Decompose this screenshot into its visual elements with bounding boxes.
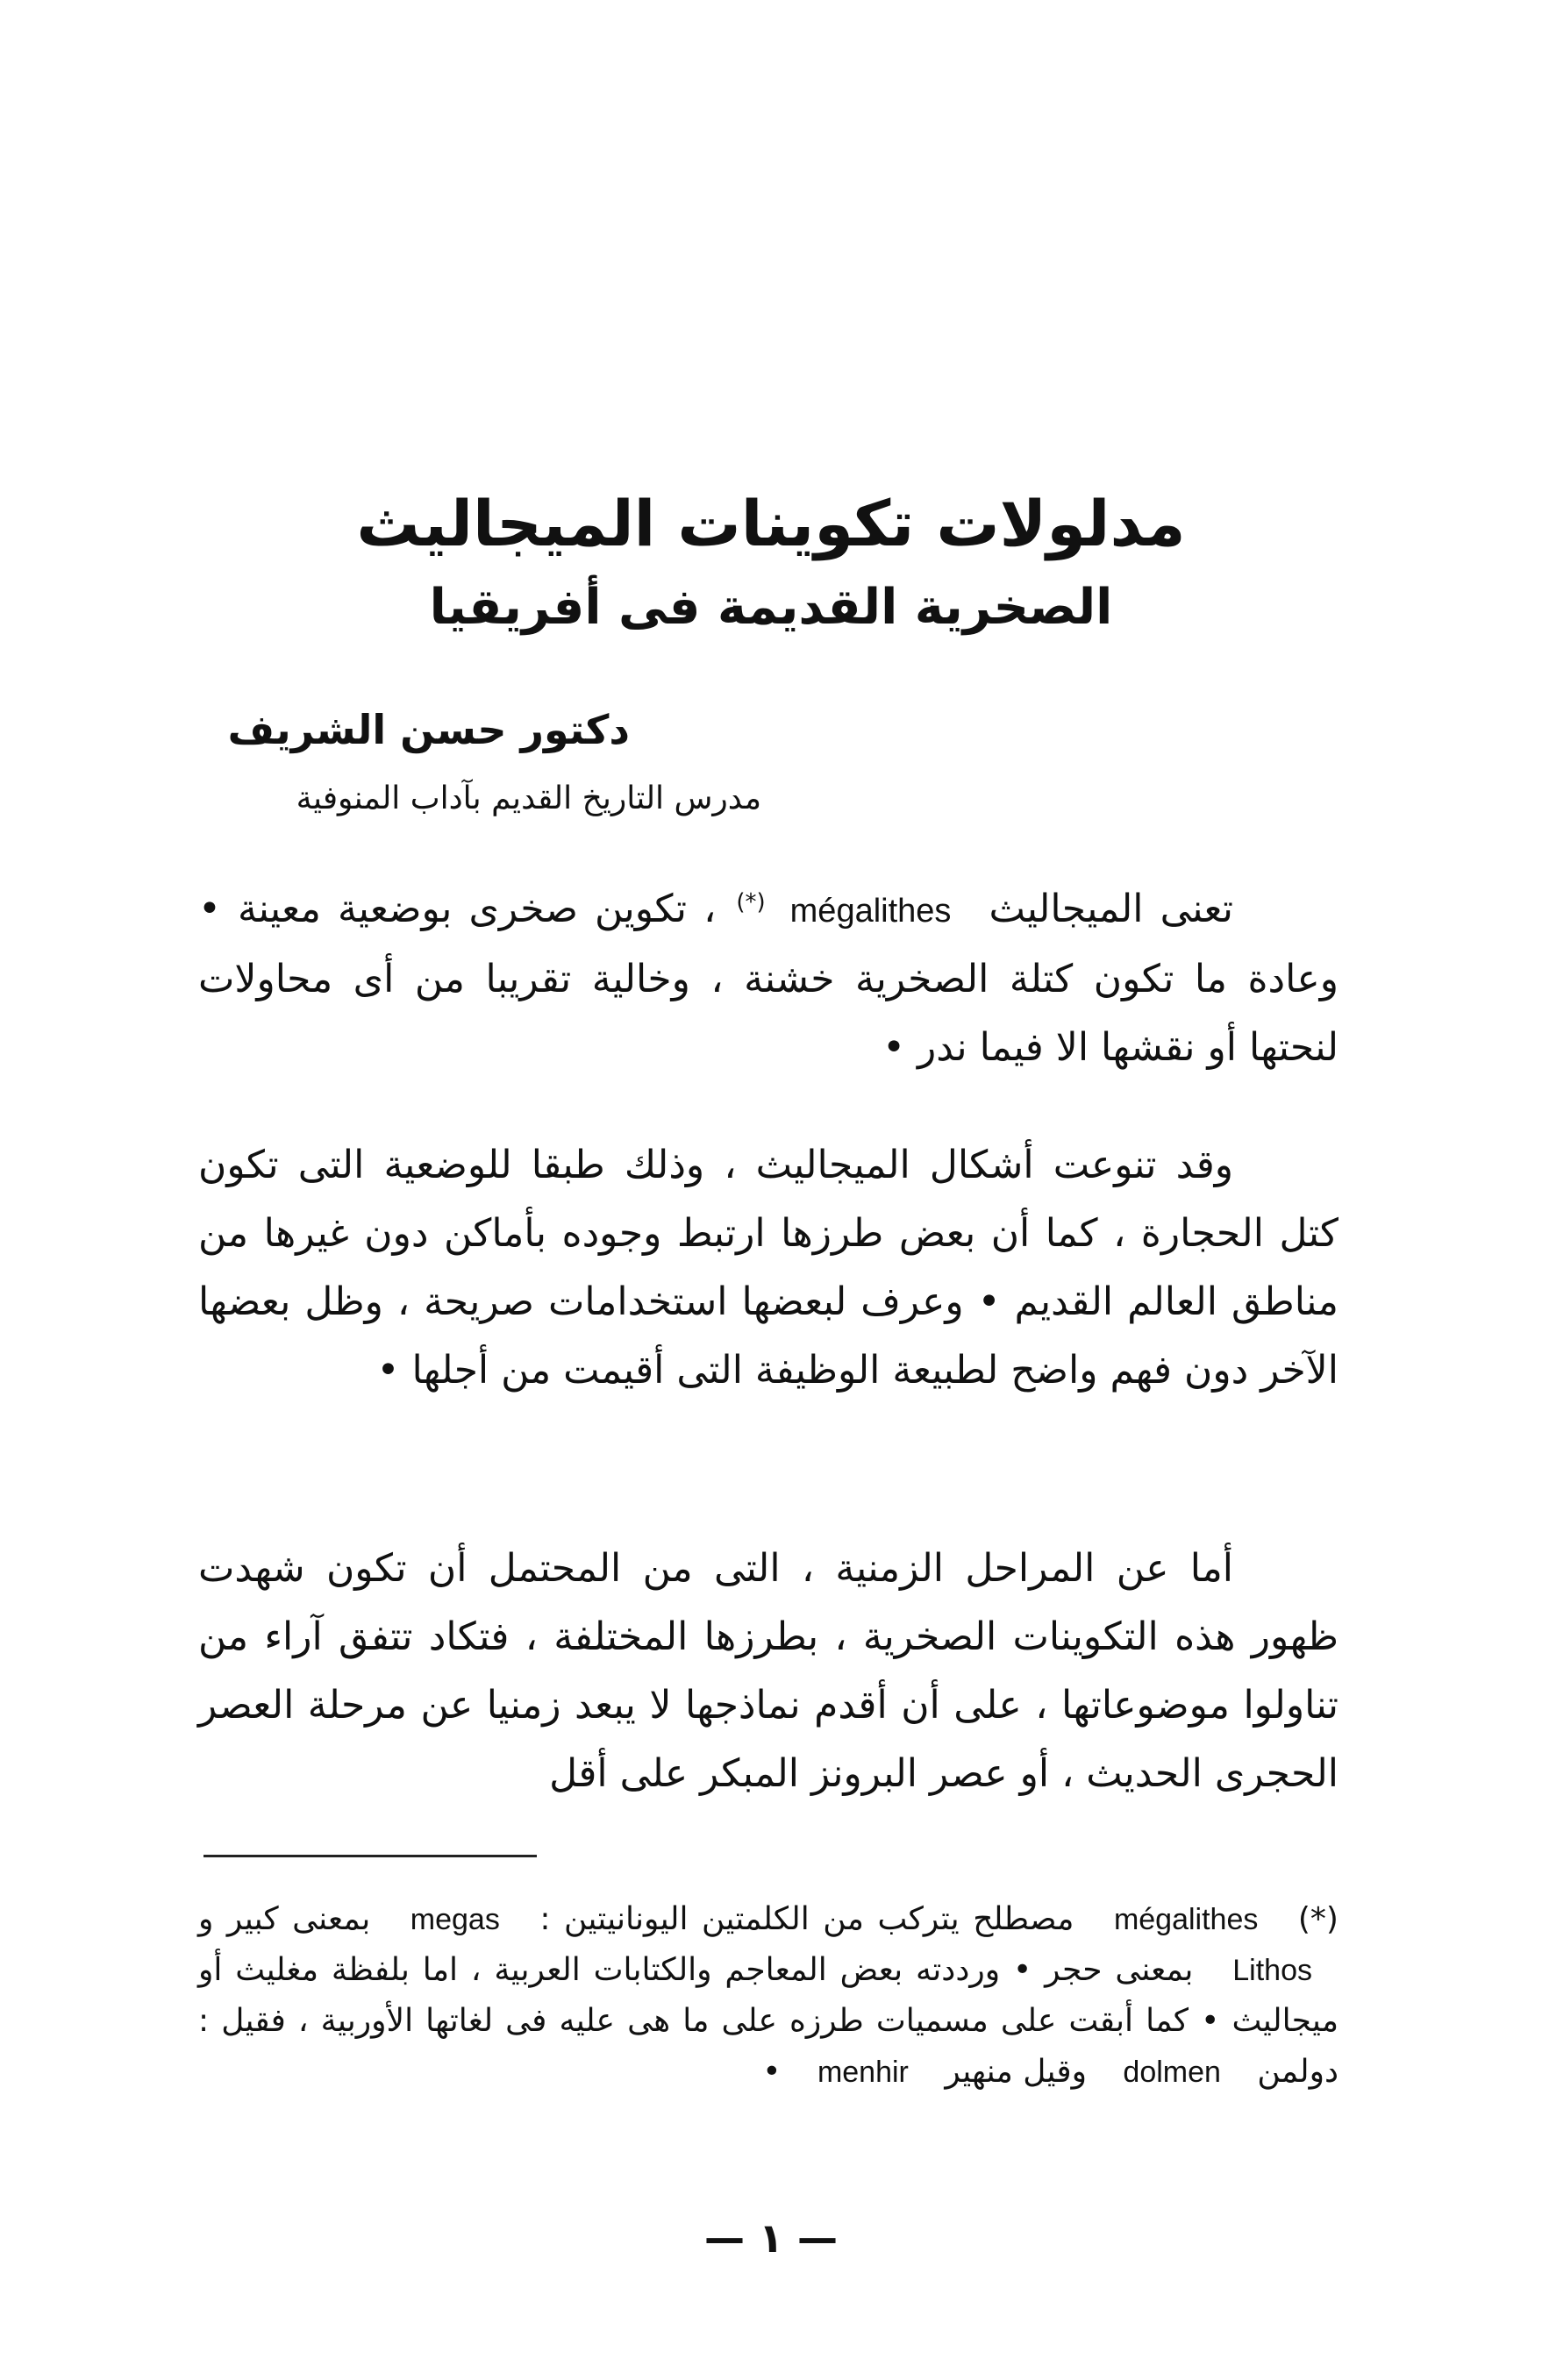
- author-affiliation: مدرس التاريخ القديم بآداب المنوفية: [296, 780, 761, 816]
- page-number: — ١ —: [703, 2214, 839, 2262]
- paragraph-3: أما عن المراحل الزمنية ، التى من المحتمل أن تكون شهدت ظهور هذه التكوينات الصخرية ، بطرزها المختلفة ، فتكاد تتفق آراء من تناولوا موضوعاتها ، على أن أقدم نماذجها لا يبعد زمنيا عن مرحلة العصر الحجرى الحديث ، أو عصر البرونز المبكر على أقل: [198, 1546, 1339, 1796]
- footnote-text-3: بمعنى حجر • ورددته بعض المعاجم والكتابات العربية ، اما بلفظة مغليث أو ميجاليث • كما أبقت على مسميات طرزه على ما هى عليه فى لغاتها الأوربية ، فقيل : دولمن: [198, 1952, 1339, 2090]
- footnote-word-dolmen: dolmen: [1123, 2056, 1221, 2089]
- footnote-term: mégalithes: [1113, 1903, 1259, 1936]
- footnote-separator: [203, 1855, 537, 1857]
- paragraph-1-start: تعنى الميجاليث: [989, 887, 1234, 931]
- footnote-word-megas: megas: [410, 1903, 500, 1936]
- paragraph-1-rest: ، تكوين صخرى بوضعية معينة • وعادة ما تكون كتلة الصخرية خشنة ، وخالية تقريبا من أى محاولات لنحتها أو نقشها الا فيما ندر •: [198, 887, 1339, 1070]
- author-name: دكتور حسن الشريف: [227, 706, 630, 753]
- article-title: مدلولات تكوينات الميجاليث: [356, 487, 1186, 560]
- paragraph-2: وقد تنوعت أشكال الميجاليث ، وذلك طبقا للوضعية التى تكون كتل الحجارة ، كما أن بعض طرزها ارتبط وجوده بأماكن دون غيرها من مناطق العالم القديم • وعرف لبعضها استخدامات صريحة ، وظل بعضها الآخر دون فهم واضح لطبيعة الوظيفة التى أقيمت من أجلها •: [198, 1143, 1339, 1393]
- footnote: [198, 1894, 1339, 2098]
- footnote-mark: (*): [1297, 1901, 1339, 1937]
- footnote-reference: (*): [736, 889, 766, 916]
- term-megalithes: mégalithes: [789, 893, 952, 930]
- footnote-word-lithos: Lithos: [1232, 1954, 1312, 1987]
- paragraph-1: [198, 868, 1339, 1082]
- footnote-text-4: وقيل منهير: [945, 2054, 1087, 2090]
- footnote-word-menhir: menhir: [817, 2056, 909, 2089]
- article-subtitle: الصخرية القديمة فى أفريقيا: [429, 579, 1113, 636]
- footnote-text-1: مصطلح يتركب من الكلمتين اليونانيتين :: [539, 1901, 1074, 1937]
- footnote-end: •: [762, 2054, 782, 2090]
- footnote-text-2: بمعنى كبير و: [198, 1901, 371, 1937]
